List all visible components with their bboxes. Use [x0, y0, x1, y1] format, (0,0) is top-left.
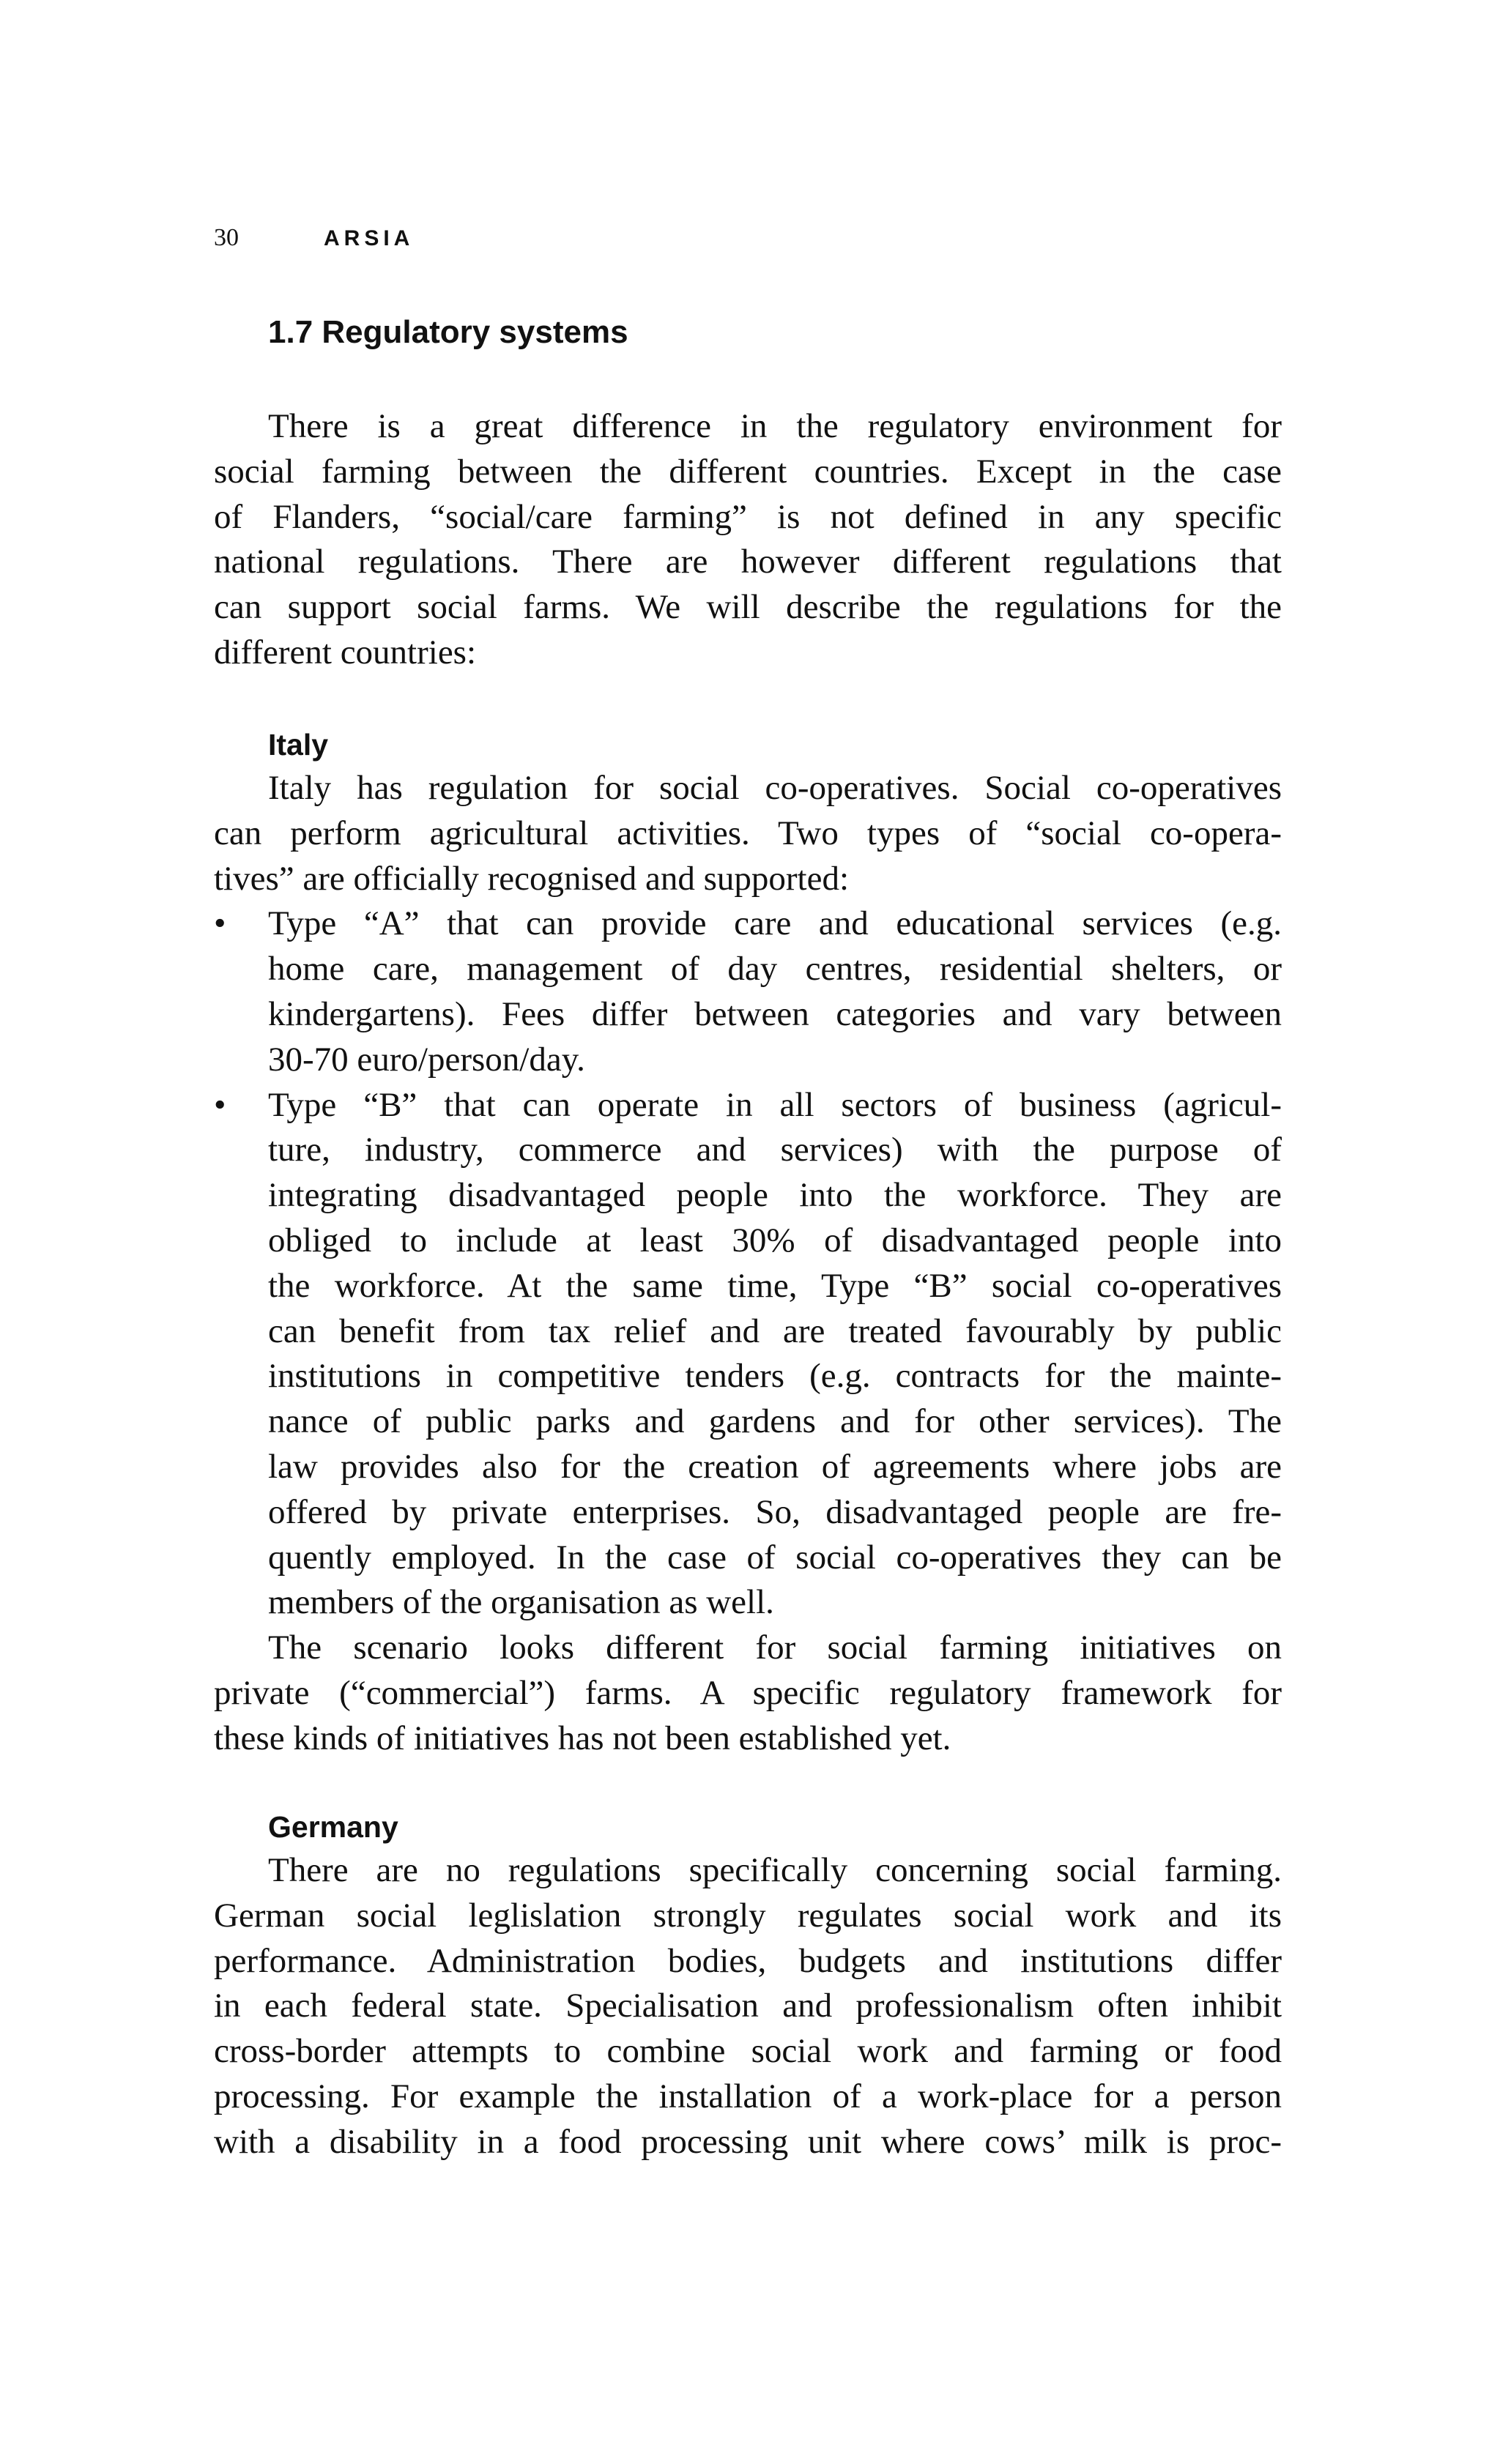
text-line: with a disability in a food processing unit where cows’ milk is proc-	[214, 2122, 1282, 2161]
text-line: different countries:	[214, 633, 477, 671]
text-line: tives” are officially recognised and supported:	[214, 859, 850, 898]
text-line: performance. Administration bodies, budgets and institutions differ	[214, 1941, 1282, 1980]
text-line: members of the organisation as well.	[268, 1583, 774, 1622]
text-line: cross-border attempts to combine social work and farming or food	[214, 2032, 1282, 2071]
italy-heading: Italy	[268, 728, 329, 762]
text-line: integrating disadvantaged people into the workforce. They are	[268, 1176, 1282, 1215]
text-line: kindergartens). Fees differ between categories and vary between	[268, 994, 1282, 1033]
bullet-icon: •	[214, 1085, 226, 1124]
germany-heading: Germany	[268, 1810, 398, 1844]
text-line: these kinds of initiatives has not been established yet.	[214, 1719, 951, 1757]
text-line: 30-70 euro/person/day.	[268, 1040, 585, 1079]
page-number: 30	[214, 224, 239, 251]
text-line: home care, management of day centres, residential shelters, or	[268, 950, 1282, 989]
text-line: Type “A” that can provide care and educational services (e.g.	[268, 904, 1282, 943]
text-line: of Flanders, “social/care farming” is not defined in any specific	[214, 497, 1282, 536]
text-line: ture, industry, commerce and services) with the purpose of	[268, 1131, 1282, 1169]
journal-name: ARSIA	[324, 226, 415, 250]
running-head	[214, 220, 414, 257]
text-line: institutions in competitive tenders (e.g. contracts for the mainte-	[268, 1357, 1282, 1396]
bullet-type-b	[214, 1083, 1282, 1626]
bullet-icon: •	[214, 904, 226, 943]
text-line: processing. For example the installation of a work-place for a person	[214, 2077, 1282, 2115]
section-title: 1.7 Regulatory systems	[268, 314, 628, 350]
text-line: offered by private enterprises. So, disadvantaged people are fre-	[268, 1492, 1282, 1531]
germany-section	[214, 1848, 1282, 2165]
text-line: law provides also for the creation of agreements where jobs are	[268, 1447, 1282, 1486]
text-line: can perform agricultural activities. Two types of “social co-opera-	[214, 814, 1282, 852]
text-line: German social leglislation strongly regulates social work and its	[214, 1896, 1282, 1935]
text-line: Type “B” that can operate in all sectors of business (agricul-	[268, 1085, 1282, 1124]
text-line: in each federal state. Specialisation and professionalism often inhibit	[214, 1987, 1282, 2025]
text-line: Italy has regulation for social co-operatives. Social co-operatives	[268, 769, 1282, 807]
text-line: the workforce. At the same time, Type “B” social co-operatives	[268, 1266, 1282, 1305]
text-line: quently employed. In the case of social co-operatives they can be	[268, 1538, 1282, 1577]
text-line: private (“commercial”) farms. A specific regulatory framework for	[214, 1673, 1282, 1712]
text-line: There is a great difference in the regulatory environment for	[268, 407, 1282, 445]
text-line: can support social farms. We will describe the regulations for the	[214, 588, 1282, 627]
text-line: The scenario looks different for social farming initiatives on	[268, 1629, 1282, 1667]
text-line: social farming between the different countries. Except in the case	[214, 452, 1282, 491]
text-line: obliged to include at least 30% of disadvantaged people into	[268, 1221, 1282, 1259]
text-line: There are no regulations specifically concerning social farming.	[268, 1851, 1282, 1889]
text-line: can benefit from tax relief and are treated favourably by public	[268, 1311, 1282, 1350]
bullet-type-a	[214, 901, 1282, 1082]
italy-section	[214, 766, 1282, 1762]
intro-paragraph	[214, 404, 1282, 676]
text-line: national regulations. There are however different regulations that	[214, 543, 1282, 581]
text-line: nance of public parks and gardens and for other services). The	[268, 1402, 1282, 1441]
